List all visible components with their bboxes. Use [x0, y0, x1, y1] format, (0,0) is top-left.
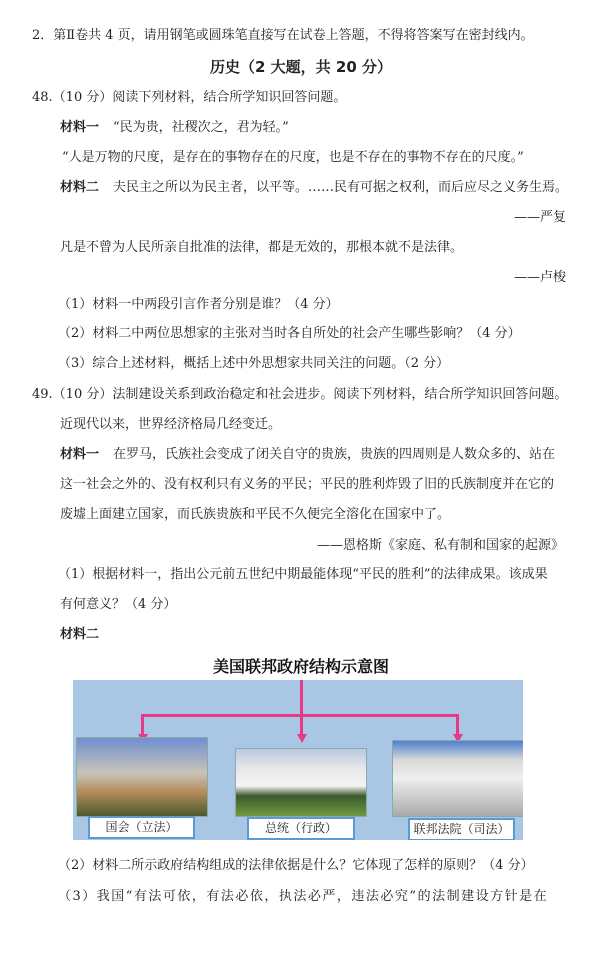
arrow-branch-line	[141, 714, 458, 717]
material-label: 材料一	[60, 447, 100, 462]
q49-sub3: （3）我国“有法可依，有法必依，执法必严，违法必究”的法制建设方针是在	[58, 889, 549, 904]
supreme-court-photo	[392, 740, 523, 817]
q48-stem: 48.（10 分）阅读下列材料，结合所学知识回答问题。	[32, 90, 347, 105]
q48-sub2: （2）材料二中两位思想家的主张对当时各自所处的社会产生哪些影响？（4 分）	[58, 326, 521, 341]
q49-sub1-line1: （1）根据材料一，指出公元前五世纪中期最能体现“平民的胜利”的法律成果。该成果	[58, 567, 548, 582]
capitol-photo	[76, 737, 208, 817]
q48-material1	[60, 120, 289, 136]
branch-label-congress: 国会（立法）	[88, 816, 195, 839]
q48-quote-rousseau: 凡是不曾为人民所亲自批准的法律，都是无效的，那根本就不是法律。	[60, 240, 464, 255]
quote: “民为贵，社稷次之，君为轻。”	[113, 120, 289, 135]
q49-m1-line2: 这一社会之外的、没有权利只有义务的平民；平民的胜利炸毁了旧的氏族制度并在它的	[60, 477, 555, 492]
source-rousseau: ——卢梭	[513, 270, 566, 285]
figure-title: 美国联邦政府结构示意图	[212, 657, 389, 676]
arrow-stem	[300, 680, 303, 738]
instruction-text: 2．第Ⅱ卷共 4 页，请用钢笔或圆珠笔直接写在试卷上答题，不得将答案写在密封线内。	[32, 28, 534, 43]
material-label: 材料二	[60, 180, 100, 195]
section-title: 历史（2 大题，共 20 分）	[210, 58, 392, 76]
q48-quote2: “人是万物的尺度，是存在的事物存在的尺度，也是不存在的事物不存在的尺度。”	[62, 150, 524, 165]
branch-label-president: 总统（行政）	[247, 817, 355, 840]
q49-m1-line3: 废墟上面建立国家，而氏族贵族和平民不久便完全溶化在国家中了。	[60, 507, 451, 522]
us-government-structure-figure	[73, 680, 523, 840]
q49-intro: 近现代以来，世界经济格局几经变迁。	[60, 417, 282, 432]
source-yanfu: ——严复	[513, 210, 566, 225]
q48-sub3: （3）综合上述材料，概括上述中外思想家共同关注的问题。（2 分）	[58, 356, 450, 371]
source-engels: ——恩格斯《家庭、私有制和国家的起源》	[316, 538, 564, 553]
quote: 夫民主之所以为民主者，以平等。……民有可据之权利，而后应尽之义务生焉。	[113, 180, 569, 195]
q49-sub2: （2）材料二所示政府结构组成的法律依据是什么？它体现了怎样的原则？（4 分）	[58, 858, 534, 873]
q49-material2-label: 材料二	[60, 627, 100, 642]
arrowhead-icon	[297, 734, 307, 743]
material-label: 材料一	[60, 120, 100, 135]
quote: 在罗马，氏族社会变成了闭关自守的贵族，贵族的四周则是人数众多的、站在	[113, 447, 556, 462]
q48-material2	[60, 180, 568, 196]
q49-stem: 49.（10 分）法制建设关系到政治稳定和社会进步。阅读下列材料，结合所学知识回答问题。	[32, 387, 568, 402]
white-house-photo	[235, 748, 367, 817]
q49-material1	[60, 447, 555, 463]
q49-sub1-line2: 有何意义？（4 分）	[60, 597, 177, 612]
q48-sub1: （1）材料一中两段引言作者分别是谁？（4 分）	[58, 297, 339, 312]
branch-label-court: 联邦法院（司法）	[408, 818, 515, 840]
